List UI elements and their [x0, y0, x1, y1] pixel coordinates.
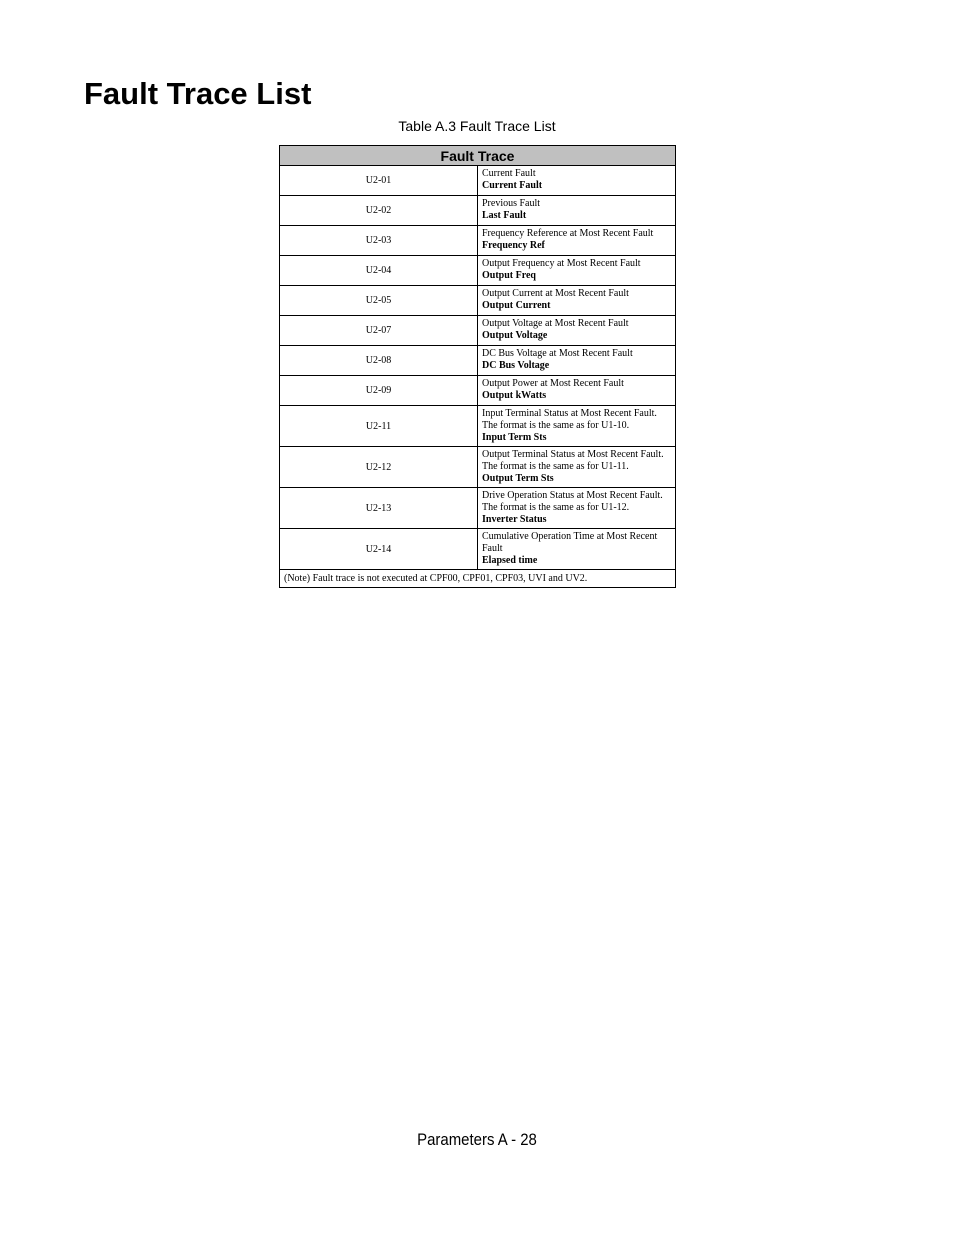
parameter-description: Previous Fault	[482, 198, 541, 209]
page-footer: Parameters A - 28	[417, 1130, 537, 1149]
parameter-description-cell	[478, 226, 676, 256]
parameter-display-name: DC Bus Voltage	[482, 360, 550, 371]
parameter-code: U2-03	[280, 226, 478, 256]
parameter-description-cell	[478, 447, 676, 488]
table-row	[280, 447, 676, 488]
parameter-display-name: Output Current	[482, 300, 551, 311]
parameter-description: Current Fault	[482, 168, 536, 179]
table-header: Fault Trace	[280, 146, 676, 166]
table-row	[280, 256, 676, 286]
table-body	[280, 166, 676, 588]
table-row	[280, 316, 676, 346]
parameter-description: Output Terminal Status at Most Recent Fault. The format is the same as for U1-11.	[482, 449, 664, 472]
parameter-code: U2-11	[280, 406, 478, 447]
table-row	[280, 166, 676, 196]
parameter-code: U2-12	[280, 447, 478, 488]
parameter-display-name: Elapsed time	[482, 555, 538, 566]
parameter-display-name: Output Term Sts	[482, 473, 554, 484]
table-row	[280, 286, 676, 316]
parameter-description-cell	[478, 286, 676, 316]
parameter-description-cell	[478, 316, 676, 346]
parameter-code: U2-14	[280, 529, 478, 570]
table-note-row	[280, 570, 676, 588]
parameter-description-cell	[478, 346, 676, 376]
parameter-description: Output Voltage at Most Recent Fault	[482, 318, 629, 329]
parameter-code: U2-09	[280, 376, 478, 406]
parameter-description-cell	[478, 529, 676, 570]
page-title: Fault Trace List	[84, 76, 312, 111]
table-row	[280, 346, 676, 376]
table-header-row	[280, 146, 676, 166]
parameter-description-cell	[478, 196, 676, 226]
parameter-description: Output Frequency at Most Recent Fault	[482, 258, 641, 269]
parameter-display-name: Last Fault	[482, 210, 527, 221]
parameter-description: Drive Operation Status at Most Recent Fault. The format is the same as for U1-12.	[482, 490, 663, 513]
parameter-code: U2-04	[280, 256, 478, 286]
parameter-code: U2-01	[280, 166, 478, 196]
table-row	[280, 376, 676, 406]
parameter-display-name: Output kWatts	[482, 390, 547, 401]
parameter-description: DC Bus Voltage at Most Recent Fault	[482, 348, 633, 359]
parameter-description: Output Current at Most Recent Fault	[482, 288, 629, 299]
parameter-description-cell	[478, 256, 676, 286]
parameter-description: Frequency Reference at Most Recent Fault	[482, 228, 654, 239]
parameter-code: U2-07	[280, 316, 478, 346]
table-row	[280, 406, 676, 447]
parameter-code: U2-05	[280, 286, 478, 316]
parameter-description: Cumulative Operation Time at Most Recent Fault	[482, 531, 658, 554]
parameter-description: Output Power at Most Recent Fault	[482, 378, 624, 389]
table-note: (Note) Fault trace is not executed at CPF00, CPF01, CPF03, UVI and UV2.	[280, 570, 676, 588]
table-row	[280, 226, 676, 256]
parameter-description-cell	[478, 166, 676, 196]
parameter-display-name: Input Term Sts	[482, 432, 547, 443]
fault-trace-table	[279, 145, 676, 588]
parameter-code: U2-13	[280, 488, 478, 529]
parameter-description-cell	[478, 488, 676, 529]
table-row	[280, 529, 676, 570]
parameter-display-name: Output Freq	[482, 270, 536, 281]
parameter-description: Input Terminal Status at Most Recent Fault. The format is the same as for U1-10.	[482, 408, 657, 431]
parameter-display-name: Frequency Ref	[482, 240, 545, 251]
table-row	[280, 488, 676, 529]
parameter-display-name: Current Fault	[482, 180, 543, 191]
parameter-display-name: Output Voltage	[482, 330, 548, 341]
table-caption: Table A.3 Fault Trace List	[398, 118, 556, 134]
parameter-code: U2-08	[280, 346, 478, 376]
parameter-code: U2-02	[280, 196, 478, 226]
parameter-display-name: Inverter Status	[482, 514, 547, 525]
parameter-description-cell	[478, 376, 676, 406]
parameter-description-cell	[478, 406, 676, 447]
table-row	[280, 196, 676, 226]
